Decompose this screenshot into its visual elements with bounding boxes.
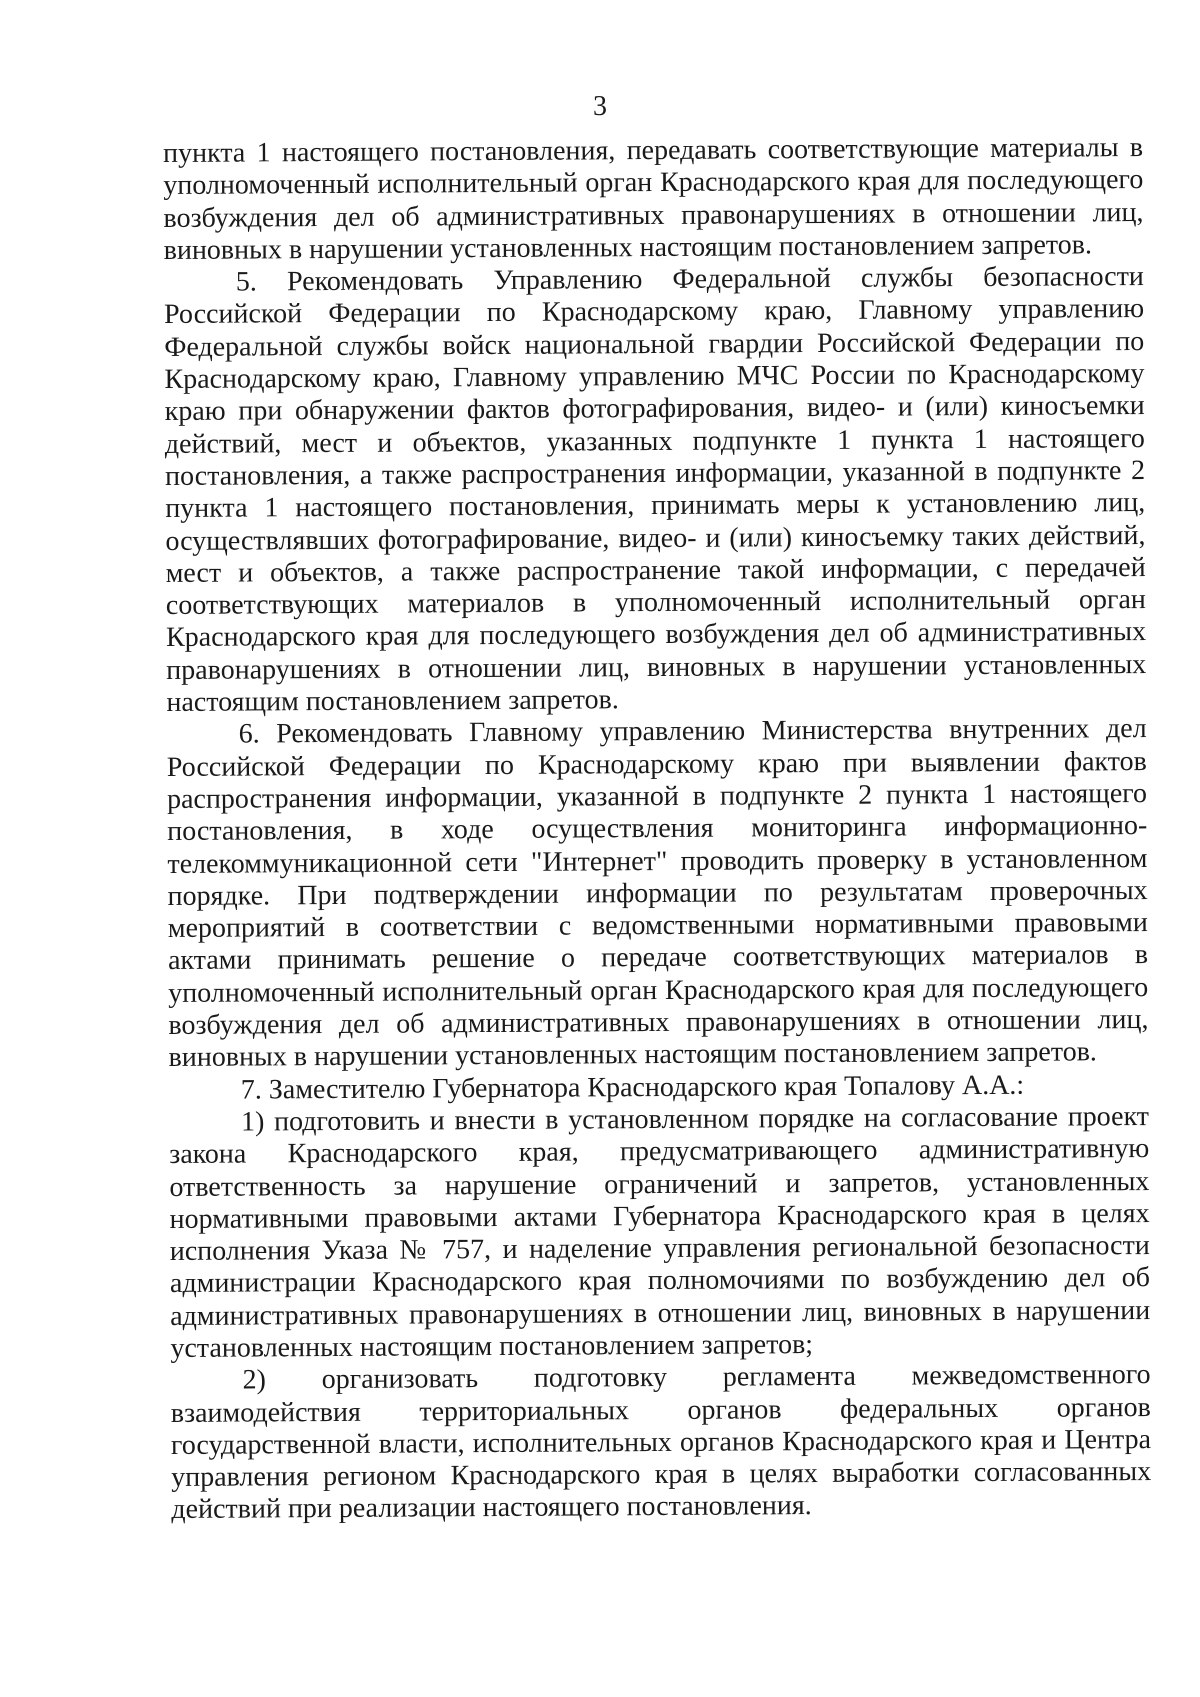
document-body (163, 132, 1151, 1527)
paragraph-item-7-1: 1) подготовить и внести в установленном порядке на согласование проект закона Краснодарского края, предусматривающего административную ответственность за нарушение ограничений и запретов, установленных нормативными правовыми актами Губернатора Краснодарского края в целях исполнения Указа № 757, и наделение управления региональной безопасности администрации Краснодарского края полномочиями по возбуждению дел об административных правонарушениях в отношении лиц, виновных в нарушении установленных настоящим постановлением запретов; (169, 1100, 1151, 1364)
paragraph-item-5: 5. Рекомендовать Управлению Федеральной службы безопасности Российской Федерации по Краснодарскому краю, Главному управлению Федеральной службы войск национальной гвардии Российской Федерации по Краснодарскому краю, Главному управлению МЧС России по Краснодарскому краю при обнаружении фактов фотографирования, видео- и (или) киносъемки действий, мест и объектов, указанных подпункте 1 пункта 1 настоящего постановления, а также распространения информации, указанной в подпункте 2 пункта 1 настоящего постановления, принимать меры к установлению лиц, осуществлявших фотографирование, видео- и (или) киносъемку таких действий, мест и объектов, а также распространение такой информации, с передачей соответствующих материалов в уполномоченный исполнительный орган Краснодарского края для последующего возбуждения дел об административных правонарушениях в отношении лиц, виновных в нарушении установленных настоящим постановлением запретов. (163, 261, 1147, 719)
paragraph-item-7: 7. Заместителю Губернатора Краснодарского края Топалову А.А.: (240, 1069, 1025, 1106)
paragraph-item-7-2: 2) организовать подготовку регламента межведомственного взаимодействия территориальных органов федеральных органов государственной власти, исполнительных органов Краснодарского края и Центра управления регионом Краснодарского края в целях выработки согласованных действий при реализации настоящего постановления. (170, 1359, 1152, 1526)
page-number: 3 (593, 91, 607, 122)
paragraph-item-6: 6. Рекомендовать Главному управлению Министерства внутренних дел Российской Федерации по Краснодарскому краю при выявлении фактов распространения информации, указанной в подпункте 2 пункта 1 настоящего постановления, в ходе осуществления мониторинга информационно-телекоммуникационной сети "Интернет" проводить проверку в установленном порядке. При подтверждении информации по результатам проверочных мероприятий в соответствии с ведомственными нормативными правовыми актами принимать решение о передаче соответствующих материалов в уполномоченный исполнительный орган Краснодарского края для последующего возбуждения дел об административных правонарушениях в отношении лиц, виновных в нарушении установленных настоящим постановлением запретов. (166, 713, 1149, 1074)
paragraph-continuation: пункта 1 настоящего постановления, передавать соответствующие материалы в уполномоченный исполнительный орган Краснодарского края для последующего возбуждения дел об административных правонарушениях в отношении лиц, виновных в нарушении установленных настоящим постановлением запретов. (163, 132, 1144, 266)
